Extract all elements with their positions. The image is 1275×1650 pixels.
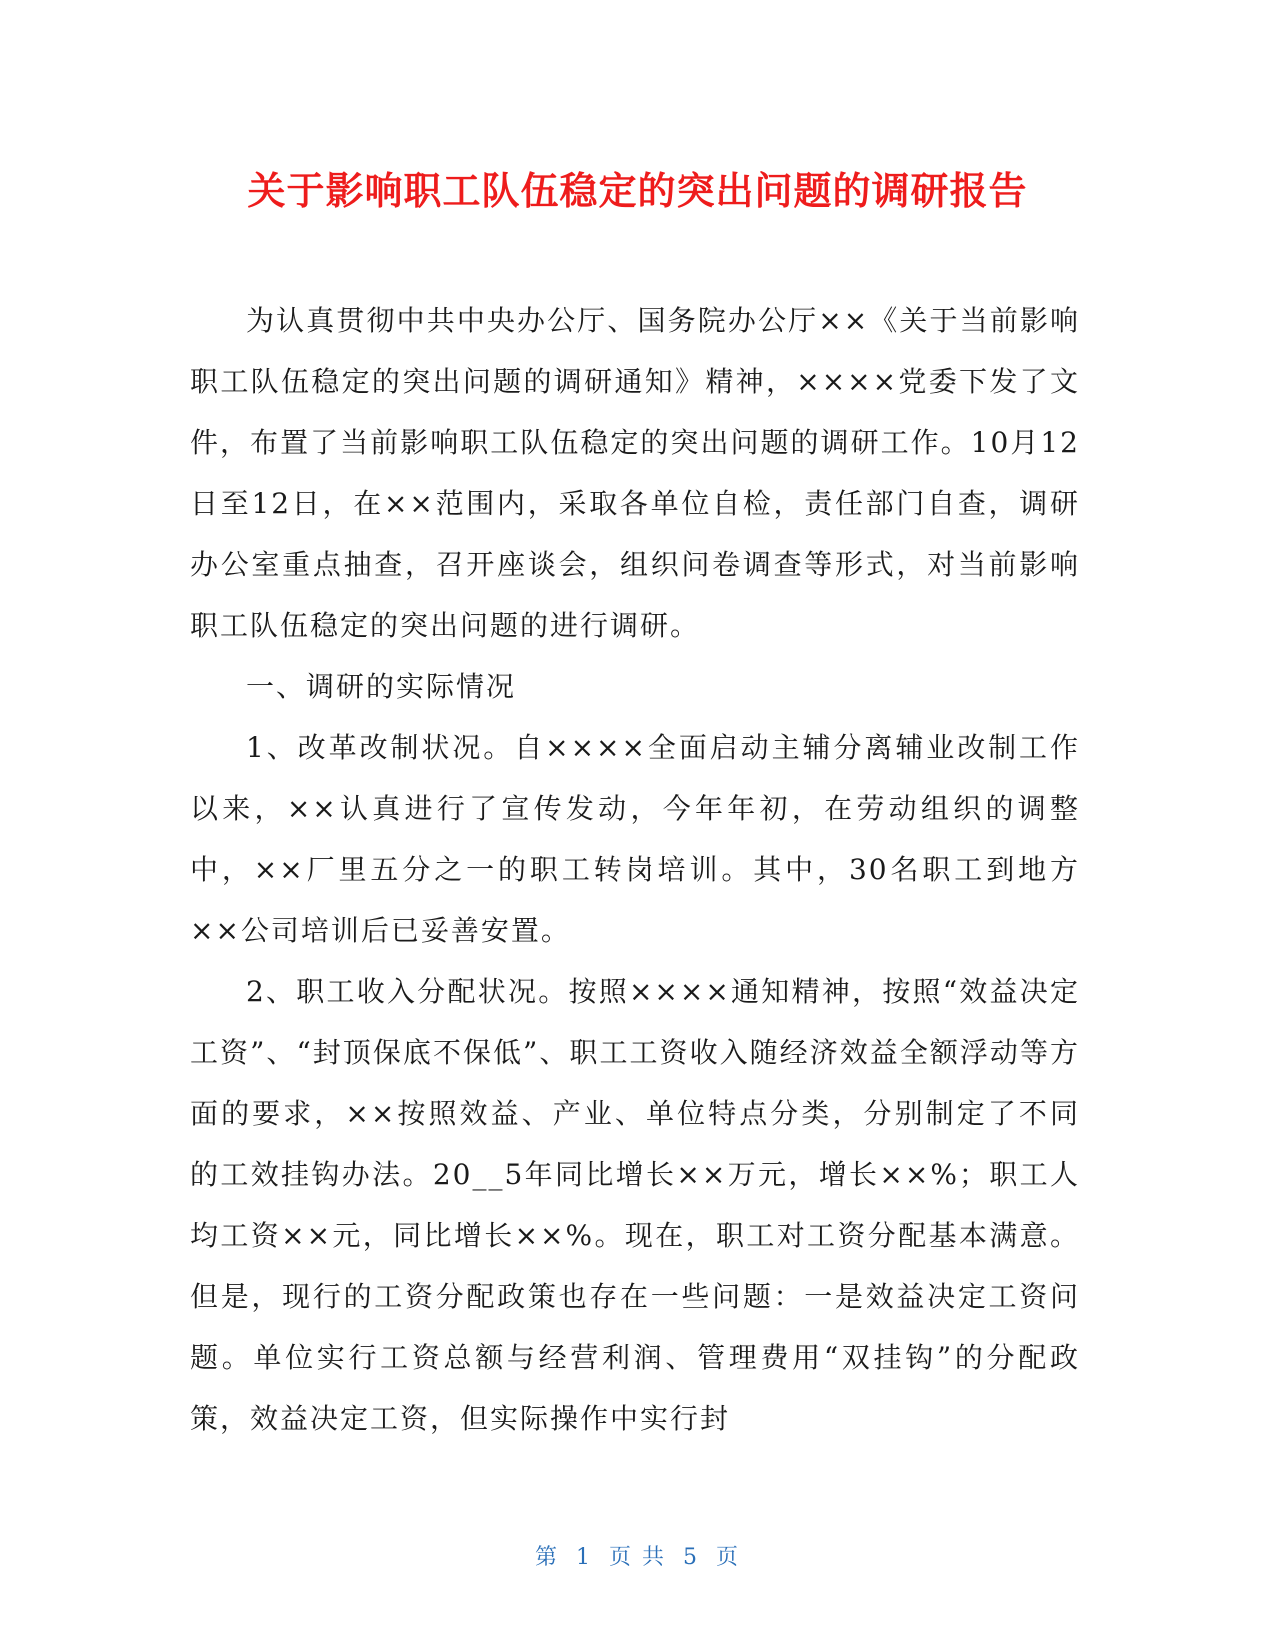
page-label-mid: 页 共 <box>609 1545 666 1570</box>
section-heading: 一、调研的实际情况 <box>246 670 517 703</box>
document-title: 关于影响职工队伍稳定的突出问题的调研报告 <box>247 169 1028 213</box>
total-pages-number: 5 <box>683 1545 699 1570</box>
current-page-number: 1 <box>576 1545 592 1570</box>
paragraph-intro: 为认真贯彻中共中央办公厅、国务院办公厅××《关于当前影响职工队伍稳定的突出问题的调研通知》精神，××××党委下发了文件，布置了当前影响职工队伍稳定的突出问题的调研工作。10月12日至12日，在××范围内，采取各单位自检，责任部门自查，调研办公室重点抽查，召开座谈会，组织问卷调查等形式，对当前影响职工队伍稳定的突出问题的进行调研。 <box>190 304 1080 642</box>
page-label-prefix: 第 <box>534 1545 559 1570</box>
page-number-footer <box>0 1540 1275 1571</box>
paragraph-income: 2、职工收入分配状况。按照××××通知精神，按照“效益决定工资”、“封顶保底不保低”、职工工资收入随经济效益全额浮动等方面的要求，××按照效益、产业、单位特点分类，分别制定了不同的工效挂钩办法。20__5年同比增长××万元，增长××%；职工人均工资××元，同比增长××%。现在，职工对工资分配基本满意。但是，现行的工资分配政策也存在一些问题：一是效益决定工资问题。单位实行工资总额与经营利润、管理费用“双挂钩”的分配政策，效益决定工资，但实际操作中实行封 <box>190 975 1080 1435</box>
document-body <box>190 290 1080 1449</box>
page-label-suffix: 页 <box>716 1545 741 1570</box>
paragraph-reform: 1、改革改制状况。自××××全面启动主辅分离辅业改制工作以来，××认真进行了宣传发动，今年年初，在劳动组织的调整中，××厂里五分之一的职工转岗培训。其中，30名职工到地方××公司培训后已妥善安置。 <box>190 731 1080 947</box>
